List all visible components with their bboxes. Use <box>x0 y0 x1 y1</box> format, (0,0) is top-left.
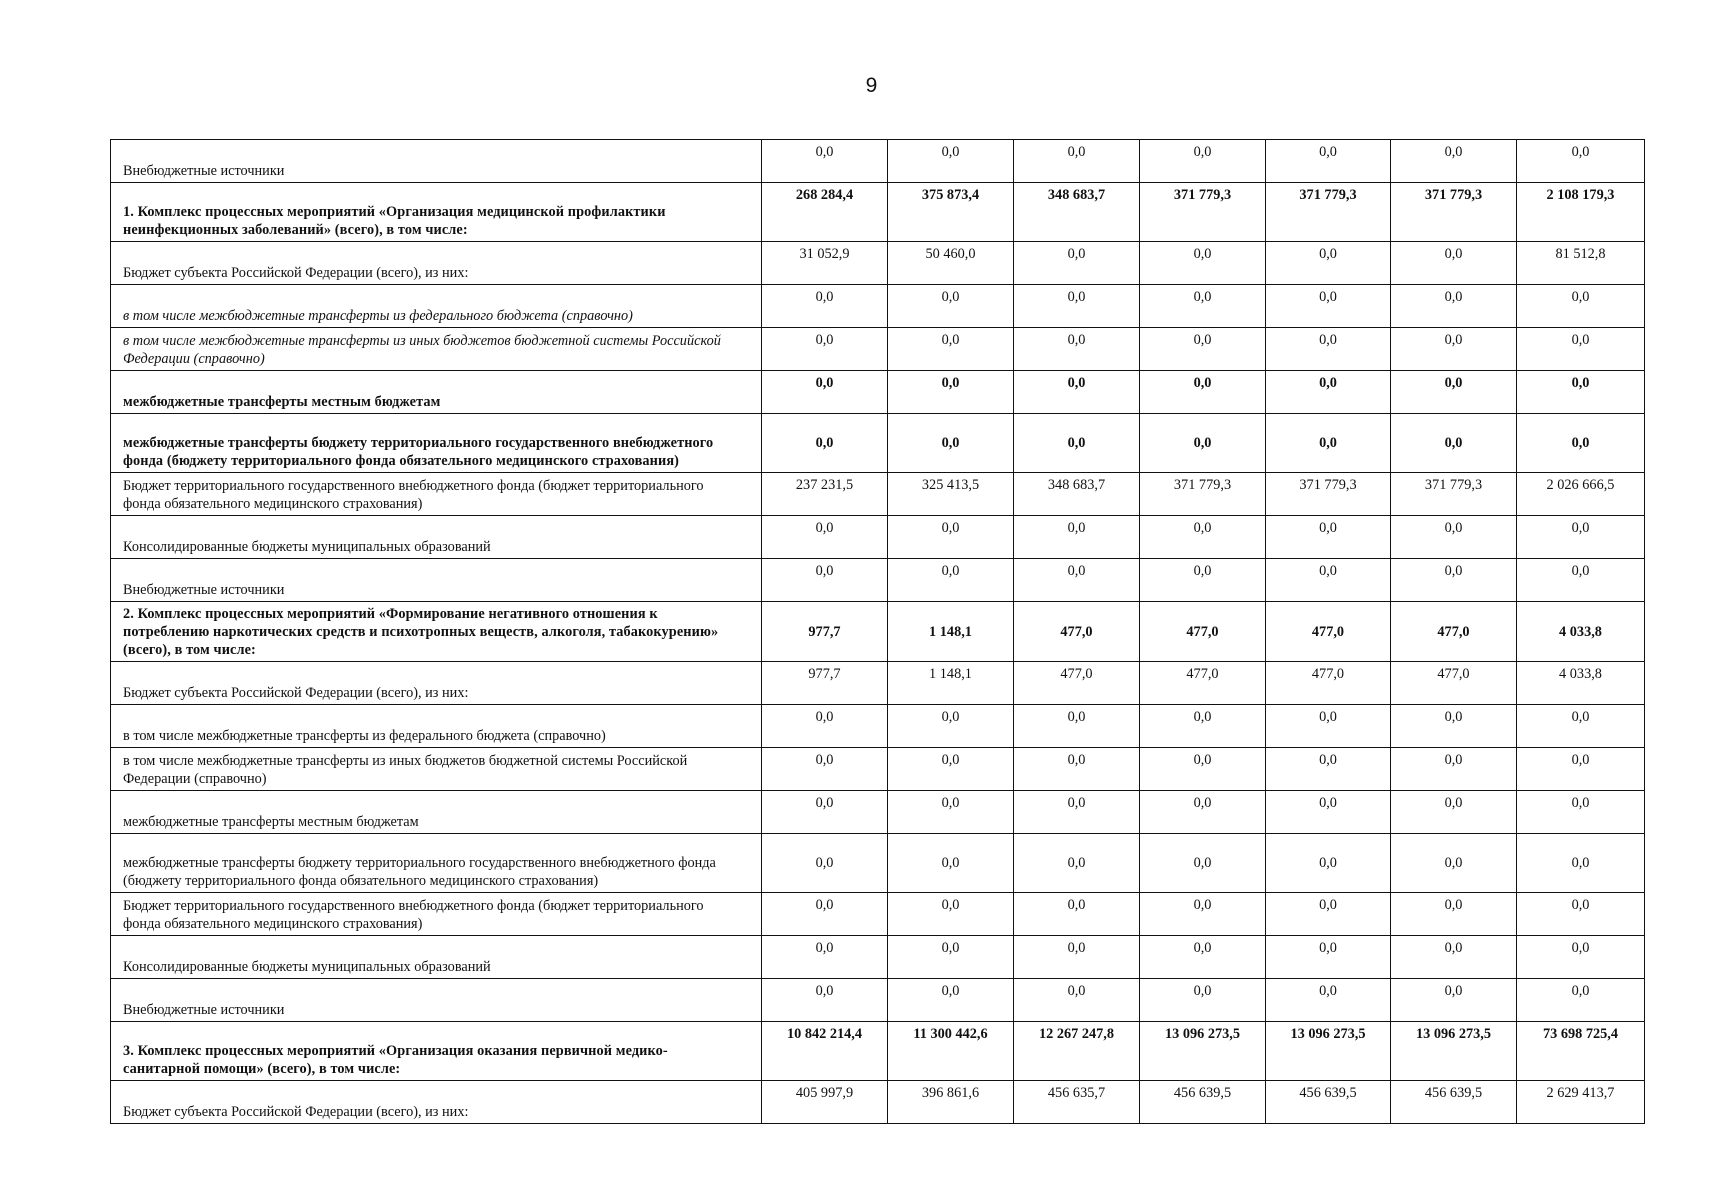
value-cell: 0,0 <box>888 791 1014 834</box>
value-cell: 0,0 <box>1391 285 1517 328</box>
value-cell: 477,0 <box>1266 602 1391 662</box>
value-cell: 0,0 <box>1391 328 1517 371</box>
row-label: Консолидированные бюджеты муниципальных образований <box>111 516 762 559</box>
value-cell: 0,0 <box>888 559 1014 602</box>
value-cell: 0,0 <box>1391 516 1517 559</box>
value-cell: 13 096 273,5 <box>1266 1022 1391 1081</box>
value-cell: 477,0 <box>1014 602 1140 662</box>
value-cell: 371 779,3 <box>1391 473 1517 516</box>
value-cell: 0,0 <box>1391 242 1517 285</box>
table-row <box>111 662 1645 705</box>
table-row <box>111 893 1645 936</box>
value-cell: 0,0 <box>1140 979 1266 1022</box>
budget-table <box>110 139 1645 1124</box>
value-cell: 0,0 <box>762 285 888 328</box>
value-cell: 477,0 <box>1391 662 1517 705</box>
value-cell: 0,0 <box>1266 979 1391 1022</box>
value-cell: 0,0 <box>1517 140 1645 183</box>
table-row <box>111 979 1645 1022</box>
row-label: Внебюджетные источники <box>111 559 762 602</box>
value-cell: 371 779,3 <box>1140 473 1266 516</box>
value-cell: 0,0 <box>1517 371 1645 414</box>
value-cell: 0,0 <box>1517 834 1645 893</box>
value-cell: 0,0 <box>1517 791 1645 834</box>
value-cell: 0,0 <box>888 414 1014 473</box>
value-cell: 0,0 <box>888 705 1014 748</box>
value-cell: 0,0 <box>1140 705 1266 748</box>
value-cell: 371 779,3 <box>1140 183 1266 242</box>
table-row <box>111 748 1645 791</box>
row-label: межбюджетные трансферты местным бюджетам <box>111 791 762 834</box>
table-row <box>111 834 1645 893</box>
value-cell: 0,0 <box>1014 140 1140 183</box>
value-cell: 0,0 <box>1014 242 1140 285</box>
table-row <box>111 936 1645 979</box>
table-row <box>111 559 1645 602</box>
value-cell: 0,0 <box>1140 516 1266 559</box>
value-cell: 2 026 666,5 <box>1517 473 1645 516</box>
table-row <box>111 1081 1645 1124</box>
value-cell: 1 148,1 <box>888 662 1014 705</box>
value-cell: 0,0 <box>1517 516 1645 559</box>
value-cell: 0,0 <box>1014 371 1140 414</box>
value-cell: 0,0 <box>1014 748 1140 791</box>
value-cell: 0,0 <box>1266 414 1391 473</box>
value-cell: 456 635,7 <box>1014 1081 1140 1124</box>
row-label: межбюджетные трансферты бюджету территориального государственного внебюджетного фонда (бюджету территориального фонда обязательного медицинского страхования) <box>111 834 762 893</box>
value-cell: 0,0 <box>1266 328 1391 371</box>
value-cell: 0,0 <box>888 979 1014 1022</box>
value-cell: 0,0 <box>1266 242 1391 285</box>
value-cell: 456 639,5 <box>1140 1081 1266 1124</box>
value-cell: 0,0 <box>762 705 888 748</box>
row-label: 1. Комплекс процессных мероприятий «Организация медицинской профилактики неинфекционных заболеваний» (всего), в том числе: <box>111 183 762 242</box>
value-cell: 0,0 <box>1391 748 1517 791</box>
table-row <box>111 791 1645 834</box>
value-cell: 348 683,7 <box>1014 473 1140 516</box>
table-row <box>111 285 1645 328</box>
value-cell: 0,0 <box>1266 285 1391 328</box>
value-cell: 0,0 <box>1014 893 1140 936</box>
table-row <box>111 371 1645 414</box>
table-row <box>111 140 1645 183</box>
value-cell: 371 779,3 <box>1266 183 1391 242</box>
table-row <box>111 516 1645 559</box>
table-body <box>111 140 1645 1124</box>
row-label: Бюджет территориального государственного внебюджетного фонда (бюджет территориального фонда обязательного медицинского страхования) <box>111 893 762 936</box>
value-cell: 0,0 <box>1391 705 1517 748</box>
row-label: Бюджет субъекта Российской Федерации (всего), из них: <box>111 242 762 285</box>
value-cell: 0,0 <box>762 791 888 834</box>
value-cell: 0,0 <box>1014 979 1140 1022</box>
row-label: Внебюджетные источники <box>111 979 762 1022</box>
value-cell: 0,0 <box>1140 559 1266 602</box>
value-cell: 0,0 <box>1014 559 1140 602</box>
value-cell: 0,0 <box>1266 791 1391 834</box>
row-label: Бюджет территориального государственного внебюджетного фонда (бюджет территориального фонда обязательного медицинского страхования) <box>111 473 762 516</box>
value-cell: 0,0 <box>1140 893 1266 936</box>
value-cell: 0,0 <box>1140 414 1266 473</box>
value-cell: 81 512,8 <box>1517 242 1645 285</box>
value-cell: 0,0 <box>1391 371 1517 414</box>
value-cell: 0,0 <box>1266 748 1391 791</box>
value-cell: 13 096 273,5 <box>1391 1022 1517 1081</box>
value-cell: 0,0 <box>762 893 888 936</box>
value-cell: 0,0 <box>888 140 1014 183</box>
value-cell: 977,7 <box>762 662 888 705</box>
table-row <box>111 1022 1645 1081</box>
value-cell: 0,0 <box>762 140 888 183</box>
value-cell: 0,0 <box>1140 140 1266 183</box>
value-cell: 12 267 247,8 <box>1014 1022 1140 1081</box>
value-cell: 0,0 <box>1391 893 1517 936</box>
row-label: 3. Комплекс процессных мероприятий «Организация оказания первичной медико-санитарной помощи» (всего), в том числе: <box>111 1022 762 1081</box>
value-cell: 4 033,8 <box>1517 602 1645 662</box>
value-cell: 0,0 <box>1014 516 1140 559</box>
value-cell: 0,0 <box>762 371 888 414</box>
value-cell: 50 460,0 <box>888 242 1014 285</box>
value-cell: 0,0 <box>1266 936 1391 979</box>
value-cell: 456 639,5 <box>1266 1081 1391 1124</box>
table-row <box>111 705 1645 748</box>
value-cell: 477,0 <box>1140 602 1266 662</box>
table-row <box>111 602 1645 662</box>
value-cell: 0,0 <box>888 371 1014 414</box>
value-cell: 0,0 <box>888 936 1014 979</box>
value-cell: 0,0 <box>1140 748 1266 791</box>
value-cell: 371 779,3 <box>1391 183 1517 242</box>
value-cell: 0,0 <box>762 516 888 559</box>
value-cell: 0,0 <box>1517 705 1645 748</box>
row-label: в том числе межбюджетные трансферты из федерального бюджета (справочно) <box>111 705 762 748</box>
value-cell: 0,0 <box>1140 242 1266 285</box>
value-cell: 0,0 <box>1266 893 1391 936</box>
row-label: в том числе межбюджетные трансферты из иных бюджетов бюджетной системы Российской Федерации (справочно) <box>111 328 762 371</box>
value-cell: 0,0 <box>1391 559 1517 602</box>
value-cell: 31 052,9 <box>762 242 888 285</box>
value-cell: 10 842 214,4 <box>762 1022 888 1081</box>
value-cell: 73 698 725,4 <box>1517 1022 1645 1081</box>
value-cell: 0,0 <box>888 834 1014 893</box>
value-cell: 0,0 <box>1391 936 1517 979</box>
value-cell: 0,0 <box>762 936 888 979</box>
value-cell: 13 096 273,5 <box>1140 1022 1266 1081</box>
value-cell: 0,0 <box>1014 936 1140 979</box>
value-cell: 0,0 <box>1014 834 1140 893</box>
value-cell: 0,0 <box>1266 140 1391 183</box>
value-cell: 0,0 <box>1266 705 1391 748</box>
value-cell: 0,0 <box>888 893 1014 936</box>
row-label: в том числе межбюджетные трансферты из федерального бюджета (справочно) <box>111 285 762 328</box>
value-cell: 0,0 <box>1517 936 1645 979</box>
row-label: в том числе межбюджетные трансферты из иных бюджетов бюджетной системы Российской Федерации (справочно) <box>111 748 762 791</box>
value-cell: 0,0 <box>762 414 888 473</box>
value-cell: 1 148,1 <box>888 602 1014 662</box>
table-row <box>111 242 1645 285</box>
value-cell: 477,0 <box>1014 662 1140 705</box>
value-cell: 477,0 <box>1266 662 1391 705</box>
row-label: Бюджет субъекта Российской Федерации (всего), из них: <box>111 662 762 705</box>
value-cell: 0,0 <box>1140 936 1266 979</box>
value-cell: 0,0 <box>1140 791 1266 834</box>
value-cell: 0,0 <box>888 285 1014 328</box>
value-cell: 0,0 <box>1391 834 1517 893</box>
value-cell: 237 231,5 <box>762 473 888 516</box>
value-cell: 0,0 <box>762 748 888 791</box>
value-cell: 0,0 <box>888 748 1014 791</box>
value-cell: 0,0 <box>762 328 888 371</box>
value-cell: 11 300 442,6 <box>888 1022 1014 1081</box>
value-cell: 0,0 <box>1140 328 1266 371</box>
value-cell: 0,0 <box>1014 791 1140 834</box>
value-cell: 405 997,9 <box>762 1081 888 1124</box>
row-label: Бюджет субъекта Российской Федерации (всего), из них: <box>111 1081 762 1124</box>
row-label: Консолидированные бюджеты муниципальных образований <box>111 936 762 979</box>
value-cell: 2 108 179,3 <box>1517 183 1645 242</box>
row-label: межбюджетные трансферты местным бюджетам <box>111 371 762 414</box>
value-cell: 0,0 <box>762 979 888 1022</box>
table-row <box>111 183 1645 242</box>
value-cell: 0,0 <box>762 834 888 893</box>
page-number: 9 <box>865 74 878 97</box>
value-cell: 348 683,7 <box>1014 183 1140 242</box>
value-cell: 0,0 <box>1014 285 1140 328</box>
value-cell: 0,0 <box>1391 979 1517 1022</box>
value-cell: 0,0 <box>1266 516 1391 559</box>
row-label: Внебюджетные источники <box>111 140 762 183</box>
value-cell: 0,0 <box>1391 414 1517 473</box>
value-cell: 0,0 <box>888 328 1014 371</box>
value-cell: 396 861,6 <box>888 1081 1014 1124</box>
value-cell: 0,0 <box>1140 834 1266 893</box>
value-cell: 0,0 <box>1140 285 1266 328</box>
value-cell: 2 629 413,7 <box>1517 1081 1645 1124</box>
value-cell: 0,0 <box>1517 979 1645 1022</box>
value-cell: 0,0 <box>1517 414 1645 473</box>
value-cell: 0,0 <box>762 559 888 602</box>
value-cell: 477,0 <box>1140 662 1266 705</box>
value-cell: 375 873,4 <box>888 183 1014 242</box>
value-cell: 0,0 <box>1517 328 1645 371</box>
value-cell: 0,0 <box>1140 371 1266 414</box>
value-cell: 0,0 <box>1391 791 1517 834</box>
value-cell: 0,0 <box>1266 559 1391 602</box>
value-cell: 0,0 <box>1517 893 1645 936</box>
value-cell: 0,0 <box>1391 140 1517 183</box>
value-cell: 0,0 <box>1014 328 1140 371</box>
value-cell: 0,0 <box>1517 559 1645 602</box>
value-cell: 325 413,5 <box>888 473 1014 516</box>
value-cell: 0,0 <box>1517 748 1645 791</box>
value-cell: 0,0 <box>1517 285 1645 328</box>
value-cell: 268 284,4 <box>762 183 888 242</box>
value-cell: 4 033,8 <box>1517 662 1645 705</box>
table-row <box>111 328 1645 371</box>
value-cell: 456 639,5 <box>1391 1081 1517 1124</box>
value-cell: 0,0 <box>1014 414 1140 473</box>
value-cell: 0,0 <box>1266 834 1391 893</box>
value-cell: 977,7 <box>762 602 888 662</box>
value-cell: 0,0 <box>1014 705 1140 748</box>
value-cell: 0,0 <box>888 516 1014 559</box>
row-label: 2. Комплекс процессных мероприятий «Формирование негативного отношения к потреблению наркотических средств и психотропных веществ, алкоголя, табакокурению» (всего), в том числе: <box>111 602 762 662</box>
row-label: межбюджетные трансферты бюджету территориального государственного внебюджетного фонда (бюджету территориального фонда обязательного медицинского страхования) <box>111 414 762 473</box>
value-cell: 371 779,3 <box>1266 473 1391 516</box>
table-row <box>111 414 1645 473</box>
value-cell: 477,0 <box>1391 602 1517 662</box>
table-row <box>111 473 1645 516</box>
value-cell: 0,0 <box>1266 371 1391 414</box>
